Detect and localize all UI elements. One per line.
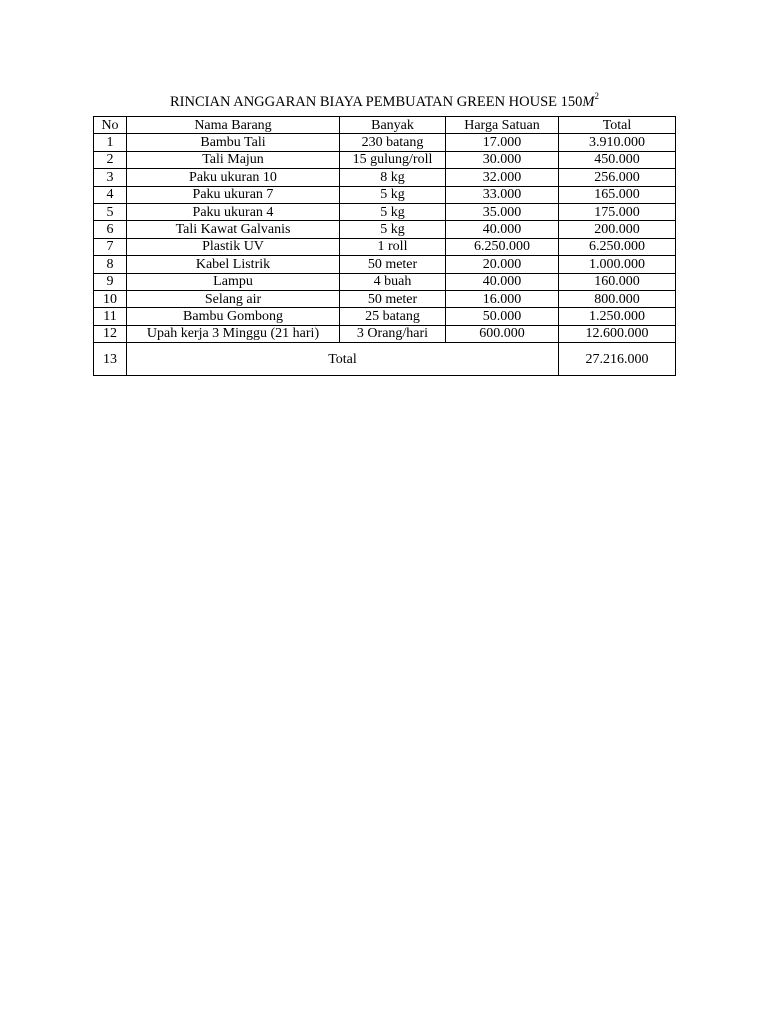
cell-item-name: Tali Majun [127,151,340,168]
cell-no: 7 [94,238,127,255]
cell-no: 11 [94,308,127,325]
cell-quantity: 50 meter [340,290,446,307]
cell-unit-price: 16.000 [446,290,559,307]
cell-quantity: 50 meter [340,256,446,273]
table-row [94,308,676,325]
title-exponent: 2 [594,91,599,101]
cell-item-name: Paku ukuran 4 [127,203,340,220]
cell-quantity: 25 batang [340,308,446,325]
cell-unit-price: 40.000 [446,221,559,238]
cell-unit-price: 50.000 [446,308,559,325]
cell-total: 6.250.000 [559,238,676,255]
cell-item-name: Paku ukuran 7 [127,186,340,203]
total-row [94,343,676,376]
table-row [94,256,676,273]
cell-item-name: Selang air [127,290,340,307]
total-row-label: Total [127,343,559,376]
cell-item-name: Kabel Listrik [127,256,340,273]
cell-unit-price: 35.000 [446,203,559,220]
cell-no: 3 [94,169,127,186]
cell-unit-price: 6.250.000 [446,238,559,255]
table-row [94,325,676,342]
table-row [94,169,676,186]
cell-quantity: 1 roll [340,238,446,255]
header-item-name: Nama Barang [127,117,340,134]
title-unit: M [582,93,595,110]
cell-quantity: 15 gulung/roll [340,151,446,168]
table-row [94,203,676,220]
table-row [94,151,676,168]
cell-no: 10 [94,290,127,307]
table-row [94,221,676,238]
cell-total: 256.000 [559,169,676,186]
cell-no: 12 [94,325,127,342]
cell-total: 200.000 [559,221,676,238]
cell-total: 12.600.000 [559,325,676,342]
cell-total: 800.000 [559,290,676,307]
header-total: Total [559,117,676,134]
table-row [94,273,676,290]
cell-unit-price: 20.000 [446,256,559,273]
cell-no: 5 [94,203,127,220]
cell-unit-price: 33.000 [446,186,559,203]
cell-total: 1.250.000 [559,308,676,325]
cell-no: 2 [94,151,127,168]
cell-quantity: 3 Orang/hari [340,325,446,342]
cell-total: 450.000 [559,151,676,168]
cell-total: 3.910.000 [559,134,676,151]
cell-no: 1 [94,134,127,151]
cell-quantity: 5 kg [340,203,446,220]
cell-quantity: 5 kg [340,221,446,238]
cell-quantity: 4 buah [340,273,446,290]
header-no: No [94,117,127,134]
header-quantity: Banyak [340,117,446,134]
cell-item-name: Paku ukuran 10 [127,169,340,186]
cell-total: 1.000.000 [559,256,676,273]
cell-item-name: Upah kerja 3 Minggu (21 hari) [127,325,340,342]
document-title [94,88,675,111]
table-header-row [94,117,676,134]
cell-item-name: Bambu Tali [127,134,340,151]
table-row [94,186,676,203]
grand-total-value: 27.216.000 [559,343,676,376]
cell-quantity: 5 kg [340,186,446,203]
table-row [94,238,676,255]
cell-unit-price: 40.000 [446,273,559,290]
cell-quantity: 230 batang [340,134,446,151]
cell-unit-price: 600.000 [446,325,559,342]
cell-no: 4 [94,186,127,203]
table-row [94,290,676,307]
cell-total: 160.000 [559,273,676,290]
cell-no: 6 [94,221,127,238]
header-unit-price: Harga Satuan [446,117,559,134]
table-row [94,134,676,151]
cell-no: 8 [94,256,127,273]
cell-unit-price: 17.000 [446,134,559,151]
cell-item-name: Tali Kawat Galvanis [127,221,340,238]
title-text: RINCIAN ANGGARAN BIAYA PEMBUATAN GREEN HOUSE 150 [170,93,583,110]
budget-table [93,116,676,376]
cell-total: 175.000 [559,203,676,220]
cell-unit-price: 30.000 [446,151,559,168]
cell-no: 9 [94,273,127,290]
total-row-no: 13 [94,343,127,376]
cell-item-name: Bambu Gombong [127,308,340,325]
cell-quantity: 8 kg [340,169,446,186]
cell-item-name: Plastik UV [127,238,340,255]
cell-unit-price: 32.000 [446,169,559,186]
cell-total: 165.000 [559,186,676,203]
cell-item-name: Lampu [127,273,340,290]
